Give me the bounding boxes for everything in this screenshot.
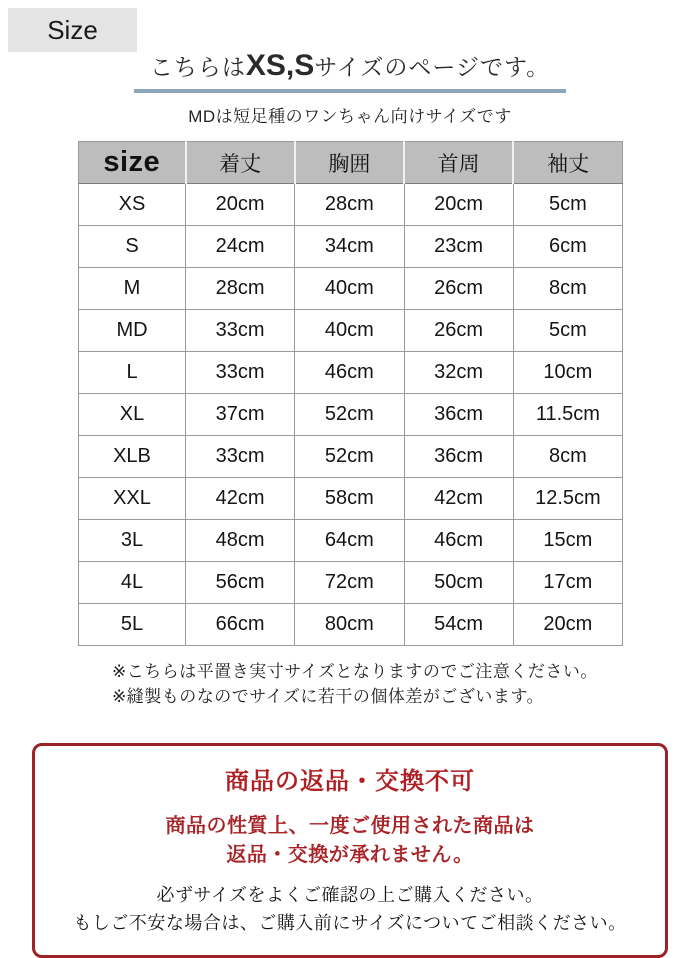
- measurement-cell: 80cm: [295, 604, 404, 646]
- measurement-cell: 34cm: [295, 226, 404, 268]
- measurement-cell: 28cm: [186, 268, 295, 310]
- measurement-cell: 33cm: [186, 436, 295, 478]
- size-name-cell: XXL: [79, 478, 186, 520]
- measurement-cell: 5cm: [513, 310, 622, 352]
- table-row: [79, 394, 623, 436]
- return-warning-line: 返品・交換が承れません。: [226, 844, 474, 866]
- measurement-cell: 33cm: [186, 310, 295, 352]
- size-name-cell: XS: [79, 184, 186, 226]
- size-name-cell: L: [79, 352, 186, 394]
- size-name-cell: XL: [79, 394, 186, 436]
- measurement-cell: 46cm: [295, 352, 404, 394]
- measurement-cell: 24cm: [186, 226, 295, 268]
- table-row: [79, 352, 623, 394]
- measurement-cell: 42cm: [404, 478, 513, 520]
- table-row: [79, 478, 623, 520]
- measurement-cell: 28cm: [295, 184, 404, 226]
- table-row: [79, 268, 623, 310]
- page-subheading: MDは短足種のワンちゃん向けサイズです: [188, 107, 512, 126]
- measurement-cell: 8cm: [513, 436, 622, 478]
- size-advice-line: もしご不安な場合は、ご購入前にサイズについてご相談ください。: [73, 913, 627, 933]
- size-name-cell: S: [79, 226, 186, 268]
- heading-suffix: サイズのページです。: [314, 54, 551, 80]
- measurement-cell: 36cm: [404, 394, 513, 436]
- size-advice-text: [45, 881, 655, 937]
- size-name-cell: MD: [79, 310, 186, 352]
- measurement-cell: 52cm: [295, 394, 404, 436]
- measurement-cell: 42cm: [186, 478, 295, 520]
- note-line: ※縫製ものなのでサイズに若干の個体差がございます。: [112, 687, 545, 706]
- return-warning-line: 商品の性質上、一度ご使用された商品は: [165, 815, 535, 837]
- table-row: [79, 184, 623, 226]
- size-name-cell: 4L: [79, 562, 186, 604]
- measurement-cell: 15cm: [513, 520, 622, 562]
- measurement-cell: 5cm: [513, 184, 622, 226]
- size-name-cell: 5L: [79, 604, 186, 646]
- measurement-cell: 20cm: [186, 184, 295, 226]
- table-row: [79, 436, 623, 478]
- size-advice-line: 必ずサイズをよくご確認の上ご購入ください。: [156, 885, 544, 905]
- table-row: [79, 562, 623, 604]
- measurement-cell: 17cm: [513, 562, 622, 604]
- measurement-cell: 46cm: [404, 520, 513, 562]
- note-line: ※こちらは平置き実寸サイズとなりますのでご注意ください。: [112, 662, 598, 681]
- table-row: [79, 520, 623, 562]
- heading-prefix: こちらは: [149, 54, 246, 80]
- measurement-cell: 37cm: [186, 394, 295, 436]
- measurement-cell: 36cm: [404, 436, 513, 478]
- measurement-cell: 11.5cm: [513, 394, 622, 436]
- size-table: [78, 141, 623, 646]
- measurement-cell: 64cm: [295, 520, 404, 562]
- size-name-cell: XLB: [79, 436, 186, 478]
- measurement-cell: 10cm: [513, 352, 622, 394]
- measurement-cell: 8cm: [513, 268, 622, 310]
- table-row: [79, 310, 623, 352]
- size-column-header: size: [79, 142, 186, 184]
- measurement-cell: 26cm: [404, 268, 513, 310]
- measurement-cell: 52cm: [295, 436, 404, 478]
- measurement-cell: 12.5cm: [513, 478, 622, 520]
- measurement-cell: 6cm: [513, 226, 622, 268]
- return-policy-box: [32, 743, 668, 958]
- return-policy-title: 商品の返品・交換不可: [225, 768, 475, 795]
- size-table-head: [79, 142, 623, 184]
- measurement-cell: 56cm: [186, 562, 295, 604]
- measurement-cell: 54cm: [404, 604, 513, 646]
- measurement-cell: 26cm: [404, 310, 513, 352]
- measure-column-header: 袖丈: [513, 142, 622, 184]
- measurement-cell: 20cm: [404, 184, 513, 226]
- table-row: [79, 226, 623, 268]
- measurement-cell: 40cm: [295, 310, 404, 352]
- measurement-cell: 50cm: [404, 562, 513, 604]
- size-name-cell: M: [79, 268, 186, 310]
- size-section-label: Size: [8, 8, 137, 52]
- page-heading: [134, 46, 566, 93]
- return-warning-text: [45, 812, 655, 870]
- measure-column-header: 着丈: [186, 142, 295, 184]
- measurement-cell: 72cm: [295, 562, 404, 604]
- measure-column-header: 胸囲: [295, 142, 404, 184]
- measurement-cell: 48cm: [186, 520, 295, 562]
- measurement-cell: 58cm: [295, 478, 404, 520]
- measurement-cell: 32cm: [404, 352, 513, 394]
- measurement-cell: 20cm: [513, 604, 622, 646]
- size-notes: [112, 659, 700, 709]
- heading-size-highlight: XS,S: [245, 49, 315, 82]
- measurement-cell: 33cm: [186, 352, 295, 394]
- measure-column-header: 首周: [404, 142, 513, 184]
- size-table-header-row: [79, 142, 623, 184]
- size-table-body: [79, 184, 623, 646]
- measurement-cell: 23cm: [404, 226, 513, 268]
- table-row: [79, 604, 623, 646]
- measurement-cell: 40cm: [295, 268, 404, 310]
- size-name-cell: 3L: [79, 520, 186, 562]
- measurement-cell: 66cm: [186, 604, 295, 646]
